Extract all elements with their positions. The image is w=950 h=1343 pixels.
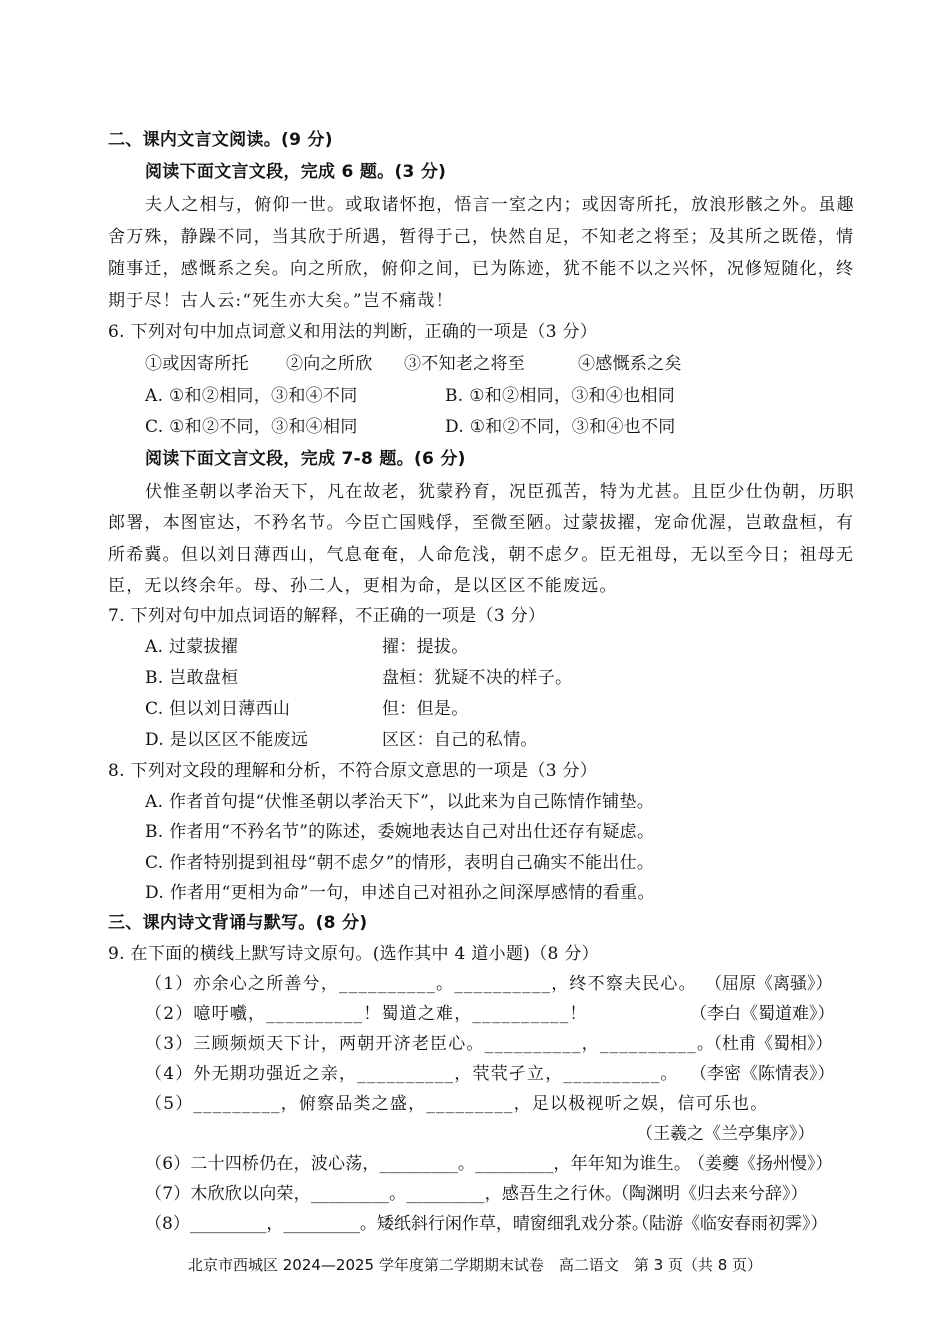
- q9-source-2: （李白《蜀道难》）: [690, 1004, 835, 1024]
- q8-option-c: C. 作者特别提到祖母“朝不虑夕”的情形，表明自己确实不能出仕。: [145, 853, 655, 873]
- q6-item-3: ③不知老之将至: [404, 354, 526, 374]
- q7-option-d-explanation: 区区：自己的私情。: [382, 730, 538, 750]
- passage-1-line: 舍万殊，静躁不同，当其欣于所遇，暂得于己，快然自足，不知老之将至；及其所之既倦，情: [108, 227, 855, 247]
- passage-1-line: 随事迁，感慨系之矣。向之所欣，俯仰之间，已为陈迹，犹不能不以之兴怀，况修短随化，终: [108, 259, 855, 279]
- page-footer: 北京市西城区 2024—2025 学年度第二学期期末试卷 高二语文 第 3 页（共 8 页）: [187, 1256, 763, 1274]
- q9-line-5: （5）_________，俯察品类之盛，_________，足以极视听之娱，信可乐也。: [145, 1094, 769, 1114]
- q6-option-b: B. ①和②相同，③和④也相同: [445, 386, 676, 406]
- q7-option-d: D. 是以区区不能废远: [145, 730, 309, 750]
- q9-source-3: （杜甫《蜀相》）: [705, 1034, 833, 1054]
- q9-source-1: （屈原《离骚》）: [705, 974, 833, 994]
- q7-option-b-explanation: 盘桓：犹疑不决的样子。: [382, 668, 573, 688]
- q8-option-a: A. 作者首句提“伏惟圣朝以孝治天下”，以此来为自己陈情作铺垫。: [145, 792, 655, 812]
- passage-2-line: 所希冀。但以刘日薄西山，气息奄奄，人命危浅，朝不虑夕。臣无祖母，无以至今日；祖母无: [108, 545, 855, 565]
- passage-2-line: 伏惟圣朝以孝治天下，凡在故老，犹蒙矜育，况臣孤苦，特为尤甚。且臣少仕伪朝，历职: [145, 482, 855, 502]
- q7-option-b: B. 岂敢盘桓: [145, 668, 239, 688]
- q6-item-4: ④感慨系之矣: [578, 354, 682, 374]
- q9-line-3: （3）三顾频烦天下计，两朝开济老臣心。__________，__________。: [145, 1034, 716, 1054]
- q9-line-8: （8）_________，_________。矮纸斜行闲作草，晴窗细乳戏分茶。: [145, 1214, 649, 1234]
- q9-line-4: （4）外无期功强近之亲，__________，茕茕孑立，__________。: [145, 1064, 679, 1084]
- q7-option-a: A. 过蒙拔擢: [145, 637, 239, 657]
- q9-source-4: （李密《陈情表》）: [690, 1064, 835, 1084]
- q8-option-b: B. 作者用“不矜名节”的陈述，委婉地表达自己对出仕还存有疑虑。: [145, 822, 655, 842]
- question-8-stem: 8. 下列对文段的理解和分析，不符合原文意思的一项是（3 分）: [108, 761, 598, 781]
- q9-line-2: （2）噫吁嚱，__________！蜀道之难，__________！: [145, 1004, 588, 1024]
- q9-line-1: （1）亦余心之所善兮，__________。__________，终不察夫民心。: [145, 974, 697, 994]
- passage-2-line: 郎署，本图宦达，不矜名节。今臣亡国贱俘，至微至陋。过蒙拔擢，宠命优渥，岂敢盘桓，有: [108, 513, 855, 533]
- q9-source-7: （陶渊明《归去来兮辞》）: [612, 1184, 808, 1204]
- q7-option-c: C. 但以刘日薄西山: [145, 699, 291, 719]
- q7-option-a-explanation: 擢：提拔。: [382, 637, 469, 657]
- question-7-stem: 7. 下列对句中加点词语的解释，不正确的一项是（3 分）: [108, 606, 546, 626]
- q6-option-d: D. ①和②不同，③和④也不同: [445, 417, 676, 437]
- passage-2-line: 臣，无以终余年。母、孙二人，更相为命，是以区区不能废远。: [108, 576, 618, 596]
- q7-option-c-explanation: 但：但是。: [382, 699, 469, 719]
- question-6-stem: 6. 下列对句中加点词意义和用法的判断，正确的一项是（3 分）: [108, 322, 598, 342]
- q9-source-8: （陆游《临安春雨初霁》）: [632, 1214, 828, 1234]
- q6-item-2: ②向之所欣: [286, 354, 373, 374]
- passage-1-line: 夫人之相与，俯仰一世。或取诸怀抱，悟言一室之内；或因寄所托，放浪形骸之外。虽趣: [145, 195, 855, 215]
- q9-source-6: （姜夔《扬州慢》）: [688, 1154, 833, 1174]
- passage-2-intro: 阅读下面文言文段，完成 7-8 题。(6 分): [145, 449, 466, 469]
- q9-line-7: （7）木欣欣以向荣，_________。_________，感吾生之行休。: [145, 1184, 623, 1204]
- q6-option-c: C. ①和②不同，③和④相同: [145, 417, 358, 437]
- passage-1-intro: 阅读下面文言文段，完成 6 题。(3 分): [145, 162, 447, 182]
- section-2-title: 二、课内文言文阅读。(9 分): [108, 130, 333, 150]
- q9-source-5: （王羲之《兰亭集序》）: [636, 1124, 815, 1144]
- section-3-title: 三、课内诗文背诵与默写。(8 分): [108, 913, 368, 933]
- q6-item-1: ①或因寄所托: [145, 354, 249, 374]
- q6-option-a: A. ①和②相同，③和④不同: [145, 386, 358, 406]
- passage-1-line: 期于尽！古人云:“死生亦大矣。”岂不痛哉！: [108, 291, 454, 311]
- q9-line-6: （6）二十四桥仍在，波心荡，_________。_________，年年知为谁生。: [145, 1154, 692, 1174]
- q8-option-d: D. 作者用“更相为命”一句，申述自己对祖孙之间深厚感情的看重。: [145, 883, 655, 903]
- question-9-stem: 9. 在下面的横线上默写诗文原句。(选作其中 4 道小题)（8 分）: [108, 944, 599, 964]
